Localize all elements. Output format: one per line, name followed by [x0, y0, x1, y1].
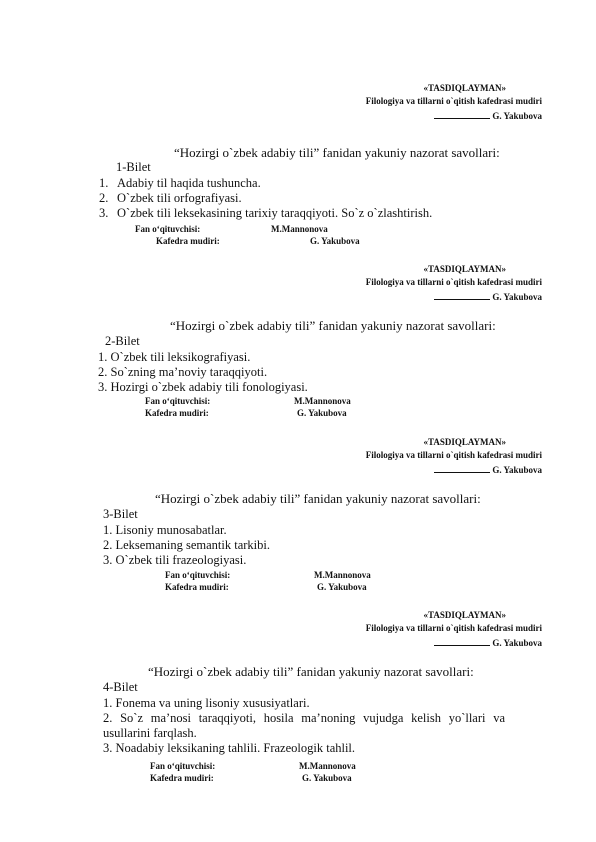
approval-tasdiq: «TASDIQLAYMAN» [423, 437, 506, 447]
signature-line [434, 290, 490, 300]
examiner-label: Fan o‘qituvchisi: [135, 224, 201, 234]
question-item: 1. Adabiy til haqida tushuncha. [99, 176, 261, 190]
signature-line [434, 463, 490, 473]
examiner-label: Fan o‘qituvchisi: [165, 570, 231, 580]
exam-title: “Hozirgi o`zbek adabiy tili” fanidan yakuniy nazorat savollari: [170, 318, 496, 333]
approval-head-name: G. Yakubova [492, 111, 542, 121]
exam-title: “Hozirgi o`zbek adabiy tili” fanidan yakuniy nazorat savollari: [174, 145, 500, 160]
examiner-name: M.Mannonova [271, 224, 328, 234]
ticket-label: 3-Bilet [103, 507, 138, 521]
signature-block [135, 224, 375, 248]
ticket-label: 2-Bilet [105, 334, 140, 348]
question-item: 2. Leksemaning semantik tarkibi. [103, 538, 270, 552]
approval-department: Filologiya va tillarni o`qitish kafedrasi mudiri [365, 277, 542, 287]
signature-block [165, 570, 405, 594]
approval-tasdiq: «TASDIQLAYMAN» [423, 83, 506, 93]
head-label: Kafedra mudiri: [156, 236, 220, 246]
question-item: 2. So`z ma’nosi taraqqiyoti, hosila ma’noning vujudga kelish yo`llari va usullarini farqlash. [103, 711, 505, 740]
head-label: Kafedra mudiri: [145, 408, 209, 418]
ticket-label: 4-Bilet [103, 680, 138, 694]
signature-line [434, 636, 490, 646]
head-name: G. Yakubova [310, 236, 360, 246]
approval-tasdiq: «TASDIQLAYMAN» [423, 264, 506, 274]
exam-title: “Hozirgi o`zbek adabiy tili” fanidan yakuniy nazorat savollari: [148, 664, 474, 679]
approval-department: Filologiya va tillarni o`qitish kafedrasi mudiri [365, 96, 542, 106]
head-label: Kafedra mudiri: [165, 582, 229, 592]
question-item: 3. Hozirgi o`zbek adabiy tili fonologiyasi. [98, 380, 308, 394]
exam-title: “Hozirgi o`zbek adabiy tili” fanidan yakuniy nazorat savollari: [155, 491, 481, 506]
head-name: G. Yakubova [302, 773, 352, 783]
ticket-label: 1-Bilet [116, 160, 151, 174]
approval-stamp [366, 610, 542, 648]
signature-block [150, 761, 390, 785]
question-list [99, 176, 432, 221]
question-list [98, 350, 308, 395]
approval-stamp [366, 437, 542, 475]
head-name: G. Yakubova [297, 408, 347, 418]
signature-line [434, 109, 490, 119]
approval-stamp [366, 83, 542, 121]
examiner-label: Fan o‘qituvchisi: [145, 396, 211, 406]
head-name: G. Yakubova [317, 582, 367, 592]
question-item: 2. So`zning ma’noviy taraqqiyoti. [98, 365, 268, 379]
question-list [103, 696, 505, 756]
signature-block [145, 396, 385, 420]
question-item: 2. O`zbek tili orfografiyasi. [99, 191, 242, 205]
approval-head-name: G. Yakubova [492, 638, 542, 648]
approval-department: Filologiya va tillarni o`qitish kafedrasi mudiri [365, 623, 542, 633]
question-item: 3. Noadabiy leksikaning tahlili. Frazeologik tahlil. [103, 741, 356, 755]
head-label: Kafedra mudiri: [150, 773, 214, 783]
question-item: 1. O`zbek tili leksikografiyasi. [98, 350, 251, 364]
question-item: 3. O`zbek tili leksekasining tarixiy taraqqiyoti. So`z o`zlashtirish. [99, 206, 433, 220]
examiner-name: M.Mannonova [314, 570, 371, 580]
question-item: 3. O`zbek tili frazeologiyasi. [103, 553, 247, 567]
question-item: 1. Fonema va uning lisoniy xususiyatlari. [103, 696, 310, 710]
approval-stamp [366, 264, 542, 302]
examiner-name: M.Mannonova [299, 761, 356, 771]
question-list [103, 523, 270, 568]
approval-tasdiq: «TASDIQLAYMAN» [423, 610, 506, 620]
examiner-label: Fan o‘qituvchisi: [150, 761, 216, 771]
question-item: 1. Lisoniy munosabatlar. [103, 523, 227, 537]
approval-head-name: G. Yakubova [492, 292, 542, 302]
approval-department: Filologiya va tillarni o`qitish kafedrasi mudiri [365, 450, 542, 460]
examiner-name: M.Mannonova [294, 396, 351, 406]
approval-head-name: G. Yakubova [492, 465, 542, 475]
